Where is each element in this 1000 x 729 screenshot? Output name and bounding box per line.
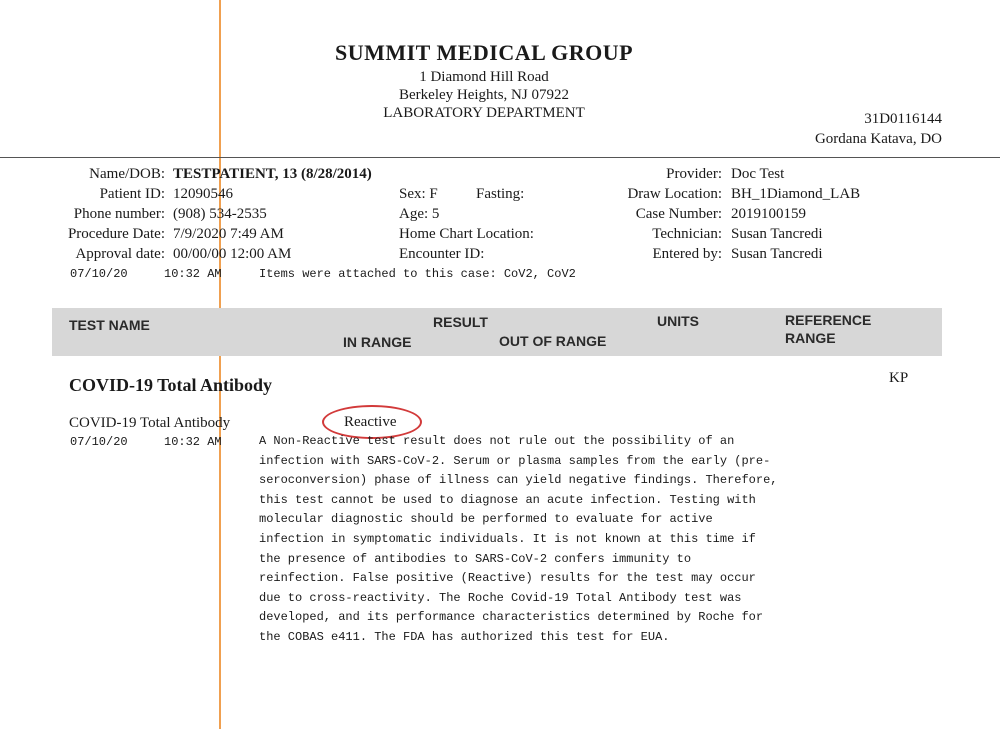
case-number-label: Case Number: xyxy=(635,206,722,222)
home-chart-label: Home Chart Location: xyxy=(399,226,534,242)
case-number: 2019100159 xyxy=(731,206,806,222)
comment-line: seroconversion) phase of illness can yield negative findings. Therefore, xyxy=(259,473,778,488)
patient-name: TESTPATIENT, 13 xyxy=(173,166,298,182)
phone-number: (908) 534-2535 xyxy=(173,206,267,222)
entered-by-name: Susan Tancredi xyxy=(731,246,823,262)
attach-note-text: Items were attached to this case: CoV2, CoV2 xyxy=(259,267,576,281)
comment-line: reinfection. False positive (Reactive) results for the test may occur xyxy=(259,571,756,586)
department-name: LABORATORY DEPARTMENT xyxy=(383,105,585,121)
comment-line: due to cross-reactivity. The Roche Covid-19 Total Antibody test was xyxy=(259,590,742,605)
col-units: UNITS xyxy=(657,313,699,329)
lab-director: Gordana Katava, DO xyxy=(814,131,942,147)
draw-location: BH_1Diamond_LAB xyxy=(731,186,861,202)
address-line-2: Berkeley Heights, NJ 07922 xyxy=(399,87,569,103)
comment-line: A Non-Reactive test result does not rule out the possibility of an xyxy=(259,434,735,448)
patient-dob: (8/28/2014) xyxy=(300,166,372,182)
encounter-id-label: Encounter ID: xyxy=(399,246,485,262)
sex-value: F xyxy=(429,186,438,202)
comment-line: the COBAS e411. The FDA has authorized this test for EUA. xyxy=(259,629,670,644)
address-line-1: 1 Diamond Hill Road xyxy=(419,69,549,85)
col-out-of-range: OUT OF RANGE xyxy=(499,333,607,349)
phone-label: Phone number: xyxy=(73,206,165,222)
col-in-range: IN RANGE xyxy=(343,334,412,350)
col-test-name: TEST NAME xyxy=(69,317,150,333)
technician-name: Susan Tancredi xyxy=(731,226,823,242)
age-label: Age: xyxy=(399,206,429,222)
patient-id-label: Patient ID: xyxy=(99,186,165,202)
procedure-date: 7/9/2020 7:49 AM xyxy=(173,226,284,242)
provider-name: Doc Test xyxy=(731,166,785,182)
patient-name-line xyxy=(173,166,372,183)
provider-label: Provider: xyxy=(666,166,722,182)
comment-line: the presence of antibodies to SARS-CoV-2 confers immunity to xyxy=(259,551,692,566)
comment-line: this test cannot be used to diagnose an acute infection. Testing with xyxy=(259,492,756,507)
section-title: COVID-19 Total Antibody xyxy=(69,375,273,395)
patient-id: 12090546 xyxy=(173,186,233,202)
procedure-date-label: Procedure Date: xyxy=(67,226,165,242)
result-time: 10:32 AM xyxy=(164,435,222,449)
col-result: RESULT xyxy=(433,314,488,330)
result-comment xyxy=(259,432,839,648)
technician-label: Technician: xyxy=(652,226,722,242)
result-date: 07/10/20 xyxy=(70,435,128,449)
reviewer-initials: KP xyxy=(889,370,909,386)
header-divider xyxy=(0,157,1000,158)
name-dob-label: Name/DOB: xyxy=(89,166,165,182)
clia-number: 31D0116144 xyxy=(864,111,942,127)
fasting-label: Fasting: xyxy=(476,186,525,202)
comment-line: molecular diagnostic should be performed to evaluate for active xyxy=(259,512,713,527)
age-field xyxy=(399,206,439,223)
col-reference-range: RANGE xyxy=(785,330,836,346)
entered-by-label: Entered by: xyxy=(652,246,722,262)
draw-location-label: Draw Location: xyxy=(627,186,722,202)
attach-date: 07/10/20 xyxy=(70,267,128,281)
age-value: 5 xyxy=(431,206,440,222)
col-reference: REFERENCE xyxy=(785,312,872,328)
approval-date: 00/00/00 12:00 AM xyxy=(173,246,292,262)
result-test-name: COVID-19 Total Antibody xyxy=(69,415,231,431)
comment-line: infection with SARS-CoV-2. Serum or plasma samples from the early (pre- xyxy=(259,453,771,468)
comment-line: developed, and its performance characteristics determined by Roche for xyxy=(259,610,764,625)
attach-time: 10:32 AM xyxy=(164,267,222,281)
sex-label: Sex: xyxy=(399,186,426,202)
approval-date-label: Approval date: xyxy=(75,246,165,262)
result-value: Reactive xyxy=(344,414,397,430)
org-name: SUMMIT MEDICAL GROUP xyxy=(334,40,634,65)
sex-field xyxy=(399,186,438,203)
comment-line: infection in symptomatic individuals. It is not known at this time if xyxy=(259,531,756,546)
